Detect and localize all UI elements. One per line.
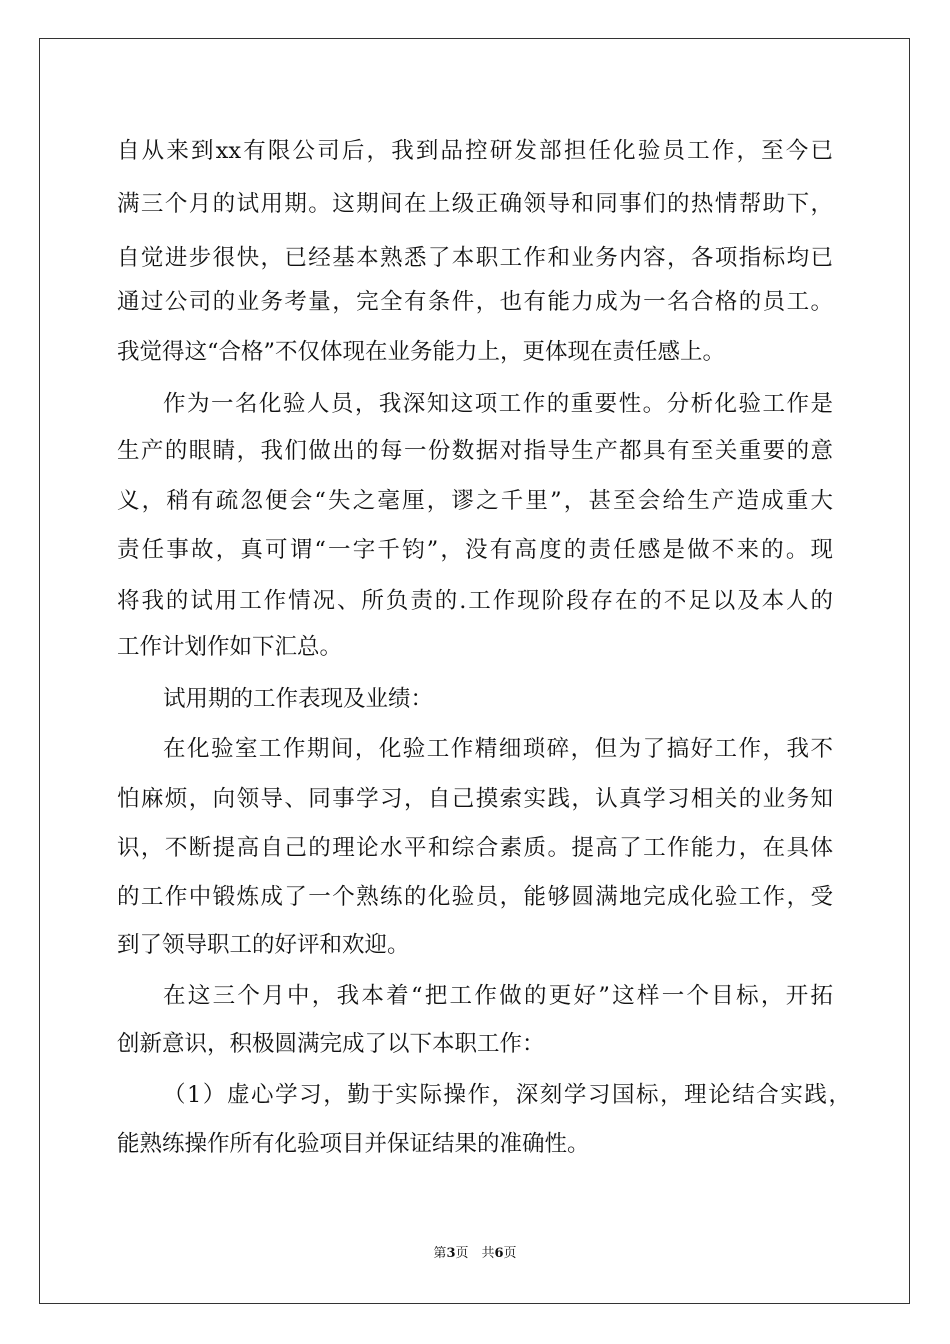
text-line: 满三个月的试用期。这期间在上级正确领导和同事们的热情帮助下， xyxy=(117,191,833,217)
page-suffix: 页 xyxy=(503,1246,517,1261)
current-page: 3 xyxy=(446,1246,456,1261)
text-line: 创新意识，积极圆满完成了以下本职工作： xyxy=(117,1031,545,1057)
text-line: 通过公司的业务考量，完全有条件，也有能力成为一名合格的员工。 xyxy=(117,289,833,315)
text-line: 责任事故，真可谓“一字千钧”，没有高度的责任感是做不来的。现 xyxy=(117,537,833,563)
paragraph-first-line: 作为一名化验人员，我深知这项工作的重要性。分析化验工作是 xyxy=(163,391,833,417)
text-line: 我觉得这“合格”不仅体现在业务能力上，更体现在责任感上。 xyxy=(117,339,726,365)
text-line: 到了领导职工的好评和欢迎。 xyxy=(117,932,410,958)
text-line: 自从来到xx有限公司后，我到品控研发部担任化验员工作，至今已 xyxy=(117,138,833,164)
paragraph-first-line: 在这三个月中，我本着“把工作做的更好”这样一个目标，开拓 xyxy=(163,983,833,1009)
total-pages: 6 xyxy=(494,1246,504,1261)
text-line: 工作计划作如下汇总。 xyxy=(117,634,343,660)
text-line: 能熟练操作所有化验项目并保证结果的准确性。 xyxy=(117,1131,590,1157)
page-prefix: 第 xyxy=(433,1246,447,1261)
page-number xyxy=(0,1246,950,1262)
page-mid: 页 共 xyxy=(455,1246,495,1261)
text-line: 生产的眼睛，我们做出的每一份数据对指导生产都具有至关重要的意 xyxy=(117,438,833,464)
section-heading: 试用期的工作表现及业绩： xyxy=(163,686,434,712)
text-line: 义，稍有疏忽便会“失之毫厘，谬之千里”，甚至会给生产造成重大 xyxy=(117,488,833,514)
text-line: 自觉进步很快，已经基本熟悉了本职工作和业务内容，各项指标均已 xyxy=(117,245,833,271)
text-line: 怕麻烦，向领导、同事学习，自己摸索实践，认真学习相关的业务知 xyxy=(117,786,833,812)
paragraph-first-line: 在化验室工作期间，化验工作精细琐碎，但为了搞好工作，我不 xyxy=(163,736,833,762)
text-line: 识，不断提高自己的理论水平和综合素质。提高了工作能力，在具体 xyxy=(117,835,833,861)
list-item-first-line: （1）虚心学习，勤于实际操作，深刻学习国标，理论结合实践， xyxy=(163,1082,851,1108)
text-line: 的工作中锻炼成了一个熟练的化验员，能够圆满地完成化验工作，受 xyxy=(117,884,833,910)
page-border xyxy=(39,38,910,1304)
text-line: 将我的试用工作情况、所负责的.工作现阶段存在的不足以及本人的 xyxy=(117,588,833,614)
